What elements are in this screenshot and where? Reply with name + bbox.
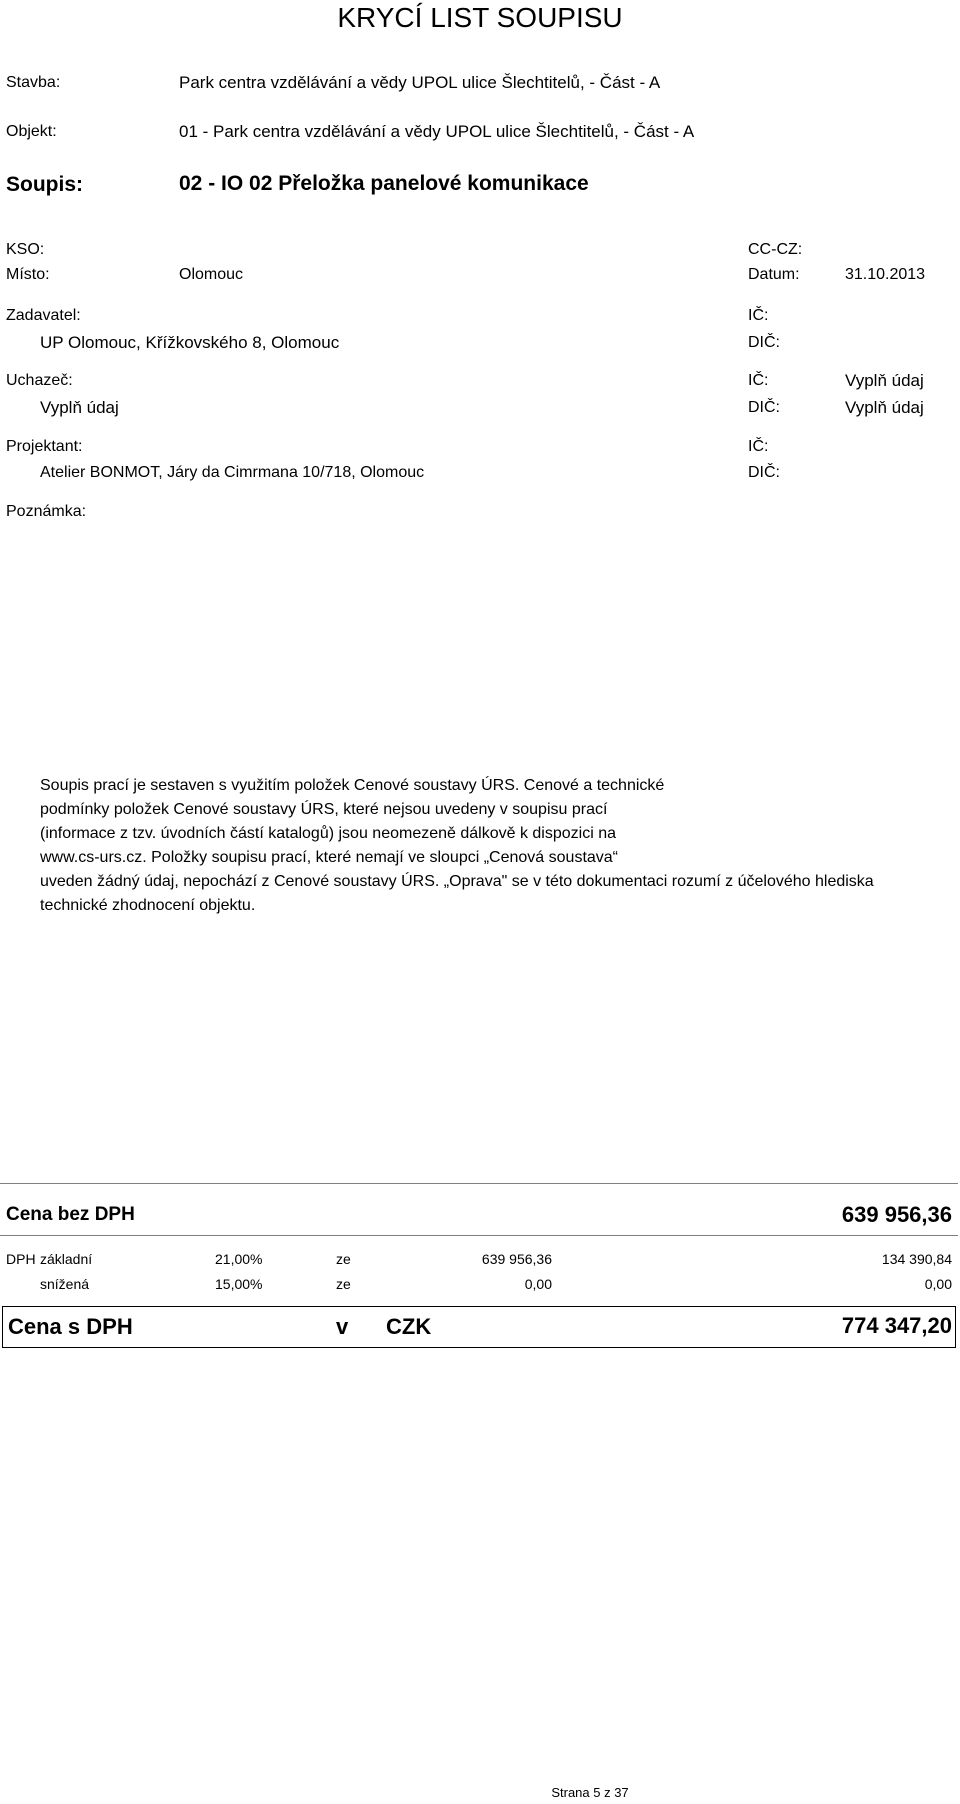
kso-label: KSO:: [6, 241, 45, 258]
cena-bez-dph-value: 639 956,36: [841, 1202, 952, 1227]
zakladni-ze: ze: [336, 1251, 351, 1267]
v-label: v: [336, 1314, 349, 1339]
datum-value: 31.10.2013: [845, 266, 926, 283]
page-number: Strana 5 z 37: [551, 1785, 629, 1800]
projektant-value: Atelier BONMOT, Járy da Cimrmana 10/718, Olomouc: [40, 464, 425, 481]
soupis-value: 02 - IO 02 Přeložka panelové komunikace: [179, 172, 589, 195]
currency-label: CZK: [386, 1314, 432, 1339]
zadavatel-dic-label: DIČ:: [748, 334, 780, 351]
cena-bez-dph-label: Cena bez DPH: [6, 1204, 135, 1225]
uchazec-dic-value: Vyplň údaj: [845, 398, 924, 417]
snizena-base: 0,00: [524, 1276, 552, 1292]
snizena-label: snížená: [40, 1276, 90, 1292]
note-line: technické zhodnocení objektu.: [40, 897, 256, 914]
note-line: www.cs-urs.cz. Položky soupisu prací, které nemají ve sloupci „Cenová soustava“: [40, 849, 619, 866]
zadavatel-label: Zadavatel:: [6, 307, 81, 324]
zakladni-label: základní: [40, 1251, 93, 1267]
cena-s-dph-label: Cena s DPH: [8, 1314, 133, 1339]
projektant-ic-label: IČ:: [748, 438, 769, 455]
uchazec-label: Uchazeč:: [6, 372, 73, 389]
dph-label: DPH: [6, 1251, 36, 1267]
misto-value: Olomouc: [179, 266, 244, 283]
zadavatel-ic-label: IČ:: [748, 307, 769, 324]
objekt-label: Objekt:: [6, 123, 57, 140]
stavba-value: Park centra vzdělávání a vědy UPOL ulice Šlechtitelů, - Část - A: [179, 73, 661, 92]
note-line: uveden žádný údaj, nepochází z Cenové soustavy ÚRS. „Oprava" se v této dokumentaci rozumí z účelového hlediska: [40, 873, 874, 890]
uchazec-ic-value: Vyplň údaj: [845, 371, 924, 390]
uchazec-dic-label: DIČ:: [748, 399, 780, 416]
projektant-label: Projektant:: [6, 438, 83, 455]
misto-label: Místo:: [6, 266, 50, 283]
snizena-ze: ze: [336, 1276, 351, 1292]
cccz-label: CC-CZ:: [748, 241, 803, 258]
snizena-tax: 0,00: [924, 1276, 952, 1292]
poznamka-label: Poznámka:: [6, 503, 87, 520]
divider: [0, 1235, 958, 1236]
zakladni-tax: 134 390,84: [881, 1251, 952, 1267]
page-title: KRYCÍ LIST SOUPISU: [337, 2, 623, 33]
zakladni-rate: 21,00%: [215, 1251, 263, 1267]
snizena-rate: 15,00%: [215, 1276, 263, 1292]
objekt-value: 01 - Park centra vzdělávání a vědy UPOL ulice Šlechtitelů, - Část - A: [179, 122, 695, 141]
datum-label: Datum:: [748, 266, 800, 283]
stavba-label: Stavba:: [6, 74, 61, 91]
zakladni-base: 639 956,36: [481, 1251, 552, 1267]
cena-s-dph-value: 774 347,20: [841, 1313, 952, 1338]
note-line: (informace z tzv. úvodních částí katalogů) jsou neomezeně dálkově k dispozici na: [40, 825, 616, 842]
note-line: podmínky položek Cenové soustavy ÚRS, které nejsou uvedeny v soupisu prací: [40, 801, 608, 818]
zadavatel-value: UP Olomouc, Křížkovského 8, Olomouc: [40, 333, 340, 352]
uchazec-ic-label: IČ:: [748, 372, 769, 389]
note-line: Soupis prací je sestaven s využitím položek Cenové soustavy ÚRS. Cenové a technické: [40, 777, 665, 794]
divider: [0, 1183, 958, 1184]
projektant-dic-label: DIČ:: [748, 464, 780, 481]
note-paragraph: [40, 774, 960, 918]
uchazec-value: Vyplň údaj: [40, 398, 119, 417]
soupis-label: Soupis:: [6, 173, 83, 196]
